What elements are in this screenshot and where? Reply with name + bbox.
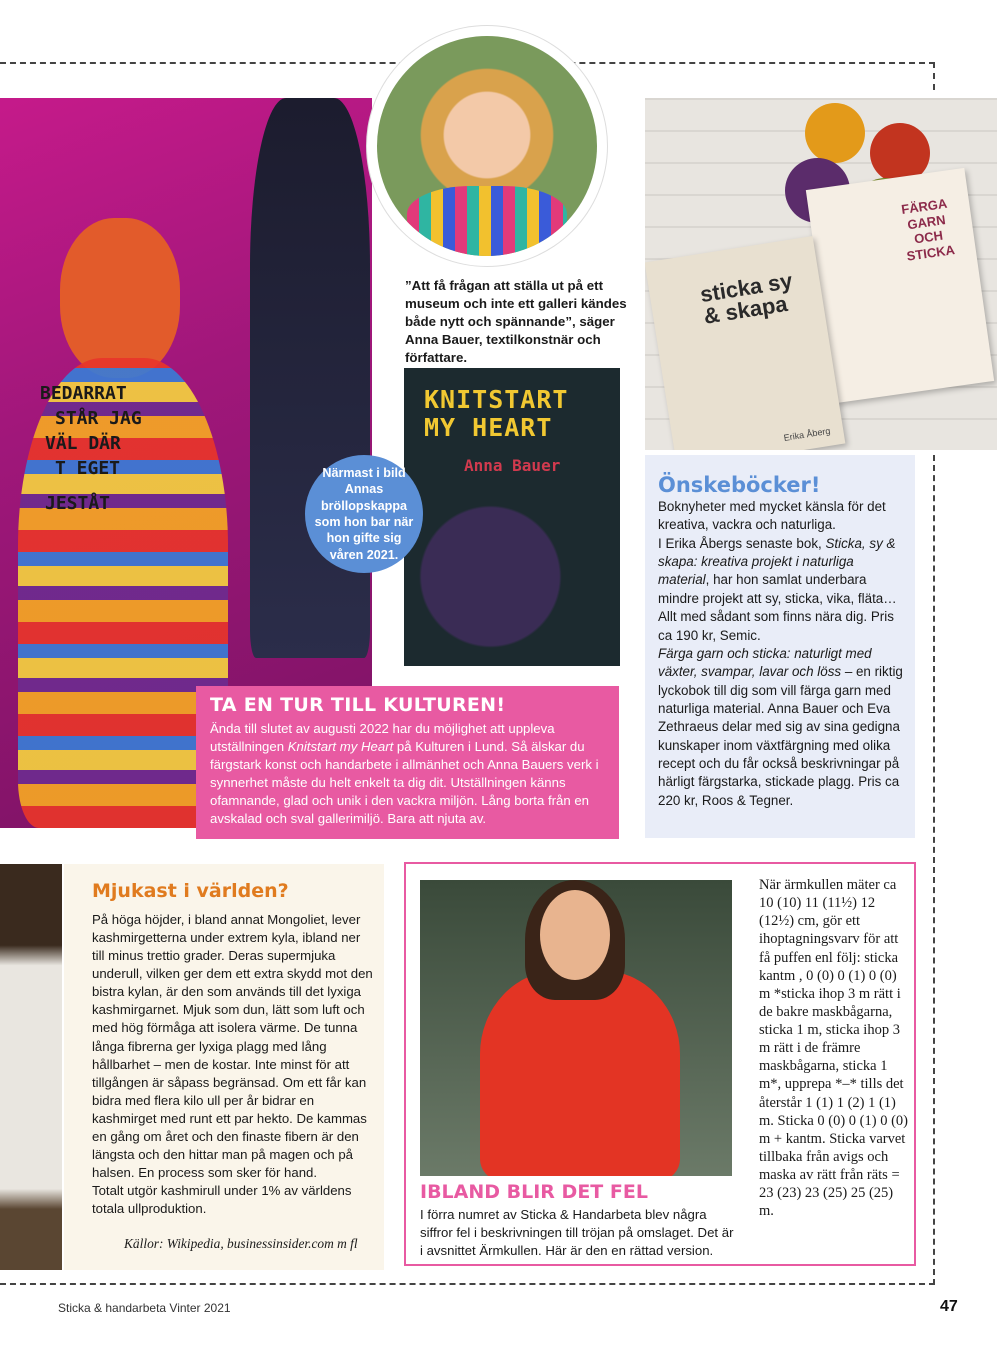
book-author: Anna Bauer [464, 456, 561, 475]
book-title: sticka sy & skapa [698, 267, 795, 329]
model-face [540, 890, 610, 980]
mjukast-heading: Mjukast i världen? [92, 880, 289, 902]
books-photo [645, 98, 997, 450]
kulturen-heading: TA EN TUR TILL KULTUREN! [210, 694, 506, 716]
kulturen-box [196, 686, 619, 839]
magazine-footer: Sticka & handarbeta Vinter 2021 [58, 1301, 231, 1315]
dashed-border-right [933, 62, 935, 90]
anna-bauer-portrait [377, 36, 597, 256]
page-number: 47 [940, 1298, 958, 1315]
onskebocker-box [645, 455, 915, 838]
flower-headdress [60, 218, 180, 378]
knitstart-book-cover [404, 368, 620, 666]
red-sweater [480, 970, 680, 1176]
fel-body: I förra numret av Sticka & Handarbeta blev några siffror fel i beskrivningen till tröjan på omslaget. Det är i avsnittet Ärmkullen. Här är den en rättad version. [420, 1207, 734, 1259]
portrait-quote: ”Att få frågan att ställa ut på ett museum och inte ett galleri kändes både nytt och spännande”, säger Anna Bauer, textilkonstnär och författare. [405, 278, 627, 366]
book-title: KNITSTART MY HEART [424, 385, 569, 442]
onskebocker-heading: Önskeböcker! [658, 473, 821, 497]
yarn-ball [805, 103, 865, 163]
kulturen-body: Ända till slutet av augusti 2022 har du möjlighet att uppleva utställningen Knitstart my Heart på Kulturen i Lund. Så älskar du färgstark konst och handarbete i allmänhet och Anna Bauers verk i synnerhet måste du helt enkelt ta dig dit. Utställningen känns ofamnande, glad och unik i den vackra miljön. Lång borta från en avskalad och sval gallerimiljö. Bara att njuta av. [210, 721, 599, 827]
goat-photo [0, 864, 62, 1270]
red-sweater-photo [420, 880, 732, 1176]
dark-dress-mannequin [250, 98, 370, 658]
caption-bubble: Närmast i bild Annas bröllopskappa som hon bar när hon gifte sig våren 2021. [305, 455, 423, 573]
sticka-sy-skapa-book [645, 236, 845, 450]
dashed-border-right-lower [933, 455, 935, 1285]
dress-text-line: VÄL DÄR [45, 433, 121, 454]
colorful-scarf [407, 186, 567, 256]
dashed-border-bottom [0, 1283, 935, 1285]
dress-text-line: JESTÅT [45, 493, 111, 514]
mjukast-box [64, 864, 384, 1270]
book-author: Erika Åberg [782, 425, 832, 443]
dress-text-line: STÅR JAG [55, 408, 142, 429]
mjukast-source: Källor: Wikipedia, businessinsider.com m fl [124, 1236, 358, 1251]
onskebocker-body: Boknyheter med mycket känsla för det kreativa, vackra och naturliga. I Erika Åbergs senaste bok, Sticka, sy & skapa: kreativa projekt i naturliga material, har hon samlat underbara mindre projekt att sy, sticka, vika, fläta… Allt med sådant som finns nära dig. Pris ca 190 kr, Semic. Färga garn och sticka: naturligt med växter, svampar, lavar och löss – en riktig lyckobok till dig som vill färga garn med naturliga material. Anna Bauer och Eva Zethraeus delar med sig av sina gedigna kunskaper inom växtfärgning med olika recept och du får också beskrivningar på härligt färgstarka, stickade plagg. Pris ca 220 kr, Roos & Tegner. [658, 499, 903, 808]
fel-heading: IBLAND BLIR DET FEL [420, 1181, 648, 1203]
book-title: FÄRGA GARN OCH STICKA [900, 195, 956, 264]
farga-garn-book [806, 168, 994, 403]
dress-text-line: T EGET [55, 458, 121, 479]
mjukast-body: På höga höjder, i bland annat Mongoliet, lever kashmirgetterna under extrem kyla, ibland ner till minus trettio grader. Deras supermjuka underull, vilken ger dem ett extra skydd mot den bistra kylan, är den som används till det lyxiga kashmirgarnet. Mjuk som dun, lätt som luft och med hög förmåga att isolera värme. De tunna långa fibrerna ger lyxiga plagg med lång hållbarhet – men de kostar. Inte minst för att tillgången är såpass begränsad. Om ett får kan bidra med flera kilo ull per år bidrar en kashmirget med runt ett par hekto. De kammas en gång om året och den finaste fibern är den längsta och den hittar man på magen och på halsen. En process som sker för hand. Totalt utgör kashmirull under 1% av världens totala ullproduktion. [92, 912, 373, 1217]
correction-pattern: När ärmkullen mäter ca 10 (10) 11 (11½) 12 (12½) cm, gör ett ihoptagningsvarv för att få puffen enl följ: sticka kantm , 0 (0) 0 (1) 0 (0) m *sticka ihop 3 m rätt i de bakre maskbågarna, sticka 1 m, sticka ihop 3 m rätt i de främre maskbågarna, sticka 1 m*, upprepa *–* tills det återstår 1 (1) 1 (2) 1 (1) m. Sticka 0 (0) 0 (1) 0 (0) m + kantm. Sticka varvet tillbaka från avigs och maska av rätt från räts = 23 (23) 23 (25) 25 (25) m. [759, 877, 908, 1220]
dress-text-line: BEDARRAT [40, 383, 127, 404]
